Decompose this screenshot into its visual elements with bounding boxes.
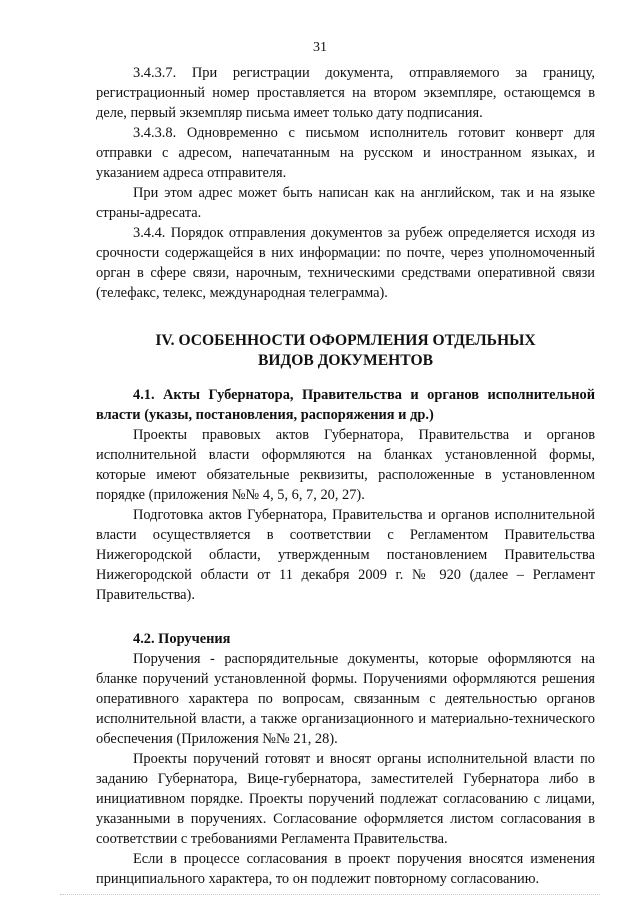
paragraph-3-4-3-7: 3.4.3.7. При регистрации документа, отправляемого за границу, регистрационный номер проставляется на втором экземпляре, остающемся в деле, первый экземпляр письма имеет только дату подписания.: [96, 65, 595, 121]
paragraph-address-language: При этом адрес может быть написан как на английском, так и на языке страны-адресата.: [96, 185, 595, 221]
scan-bottom-edge: [60, 894, 600, 895]
subsection-heading-4-2: 4.2. Поручения: [133, 631, 231, 647]
page-number: 31: [313, 40, 327, 55]
paragraph-4-1-a: Проекты правовых актов Губернатора, Правительства и органов исполнительной власти оформляются на бланках установленной формы, которые имеют обязательные реквизиты, расположенные в установленном порядке (приложения №№ 4, 5, 6, 7, 20, 27).: [96, 427, 595, 503]
subsection-heading-4-1: 4.1. Акты Губернатора, Правительства и органов исполнительной власти (указы, постановления, распоряжения и др.): [96, 387, 595, 423]
document-body: [96, 63, 595, 889]
paragraph-4-2-b: Проекты поручений готовят и вносят органы исполнительной власти по заданию Губернатора, Вице-губернатора, заместителей Губернатора либо в инициативном порядке. Проекты поручений подлежат согласованию с лицами, указанными в поручениях. Согласование оформляется листом согласования в соответствии с требованиями Регламента Правительства.: [96, 751, 595, 847]
paragraph-3-4-4: 3.4.4. Порядок отправления документов за рубеж определяется исходя из срочности содержащейся в них информации: по почте, через уполномоченный орган в сфере связи, нарочным, техническими средствами оперативной связи (телефакс, телекс, международная телеграмма).: [96, 225, 595, 301]
paragraph-3-4-3-8: 3.4.3.8. Одновременно с письмом исполнитель готовит конверт для отправки с адресом, напечатанным на русском и иностранном языках, и указанием адреса отправителя.: [96, 125, 595, 181]
section-heading: [96, 331, 595, 371]
paragraph-4-2-c: Если в процессе согласования в проект поручения вносятся изменения принципиального характера, то он подлежит повторному согласованию.: [96, 851, 595, 887]
paragraph-4-1-b: Подготовка актов Губернатора, Правительства и органов исполнительной власти осуществляется в соответствии с Регламентом Правительства Нижегородской области, утвержденным постановлением Правительства Нижегородской области от 11 декабря 2009 г. № 920 (далее – Регламент Правительства).: [96, 507, 595, 603]
section-heading-line-2: ВИДОВ ДОКУМЕНТОВ: [258, 352, 433, 369]
paragraph-4-2-a: Поручения - распорядительные документы, которые оформляются на бланке поручений установленной формы. Поручениями оформляются решения оперативного характера по вопросам, связанным с деятельностью органов исполнительной власти, а также организационного и материально-технического обеспечения (Приложения №№ 21, 28).: [96, 651, 595, 747]
section-heading-line-1: IV. ОСОБЕННОСТИ ОФОРМЛЕНИЯ ОТДЕЛЬНЫХ: [155, 332, 536, 349]
